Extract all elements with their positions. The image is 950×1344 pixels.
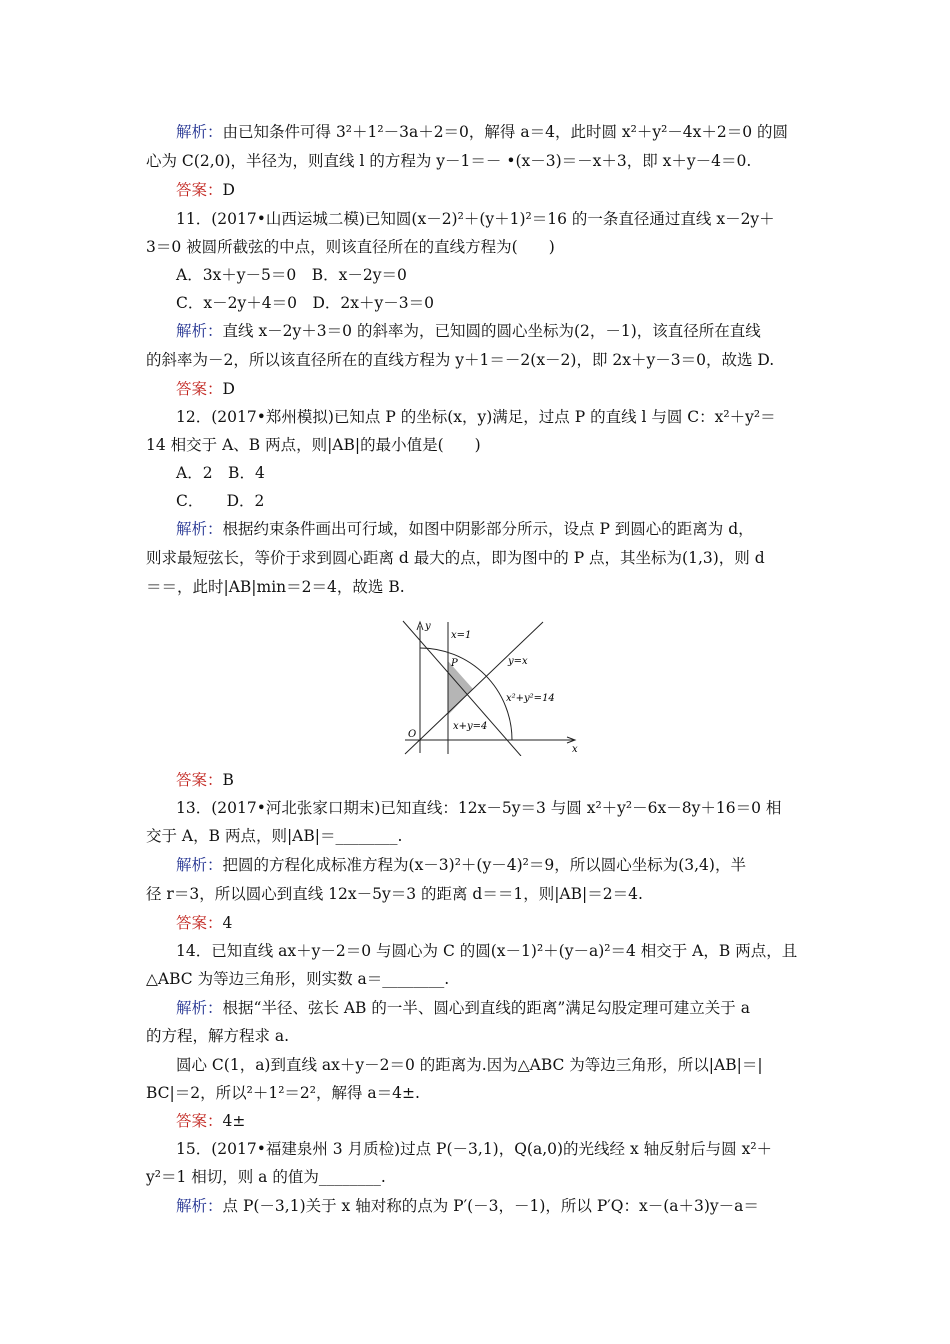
q13-stem-line1: 13．(2017•河北张家口期末)已知直线：12x－5y＝3 与圆 x²＋y²－6x－8y＋16＝0 相 <box>176 799 782 817</box>
q11-answer: 答案：D <box>176 380 235 398</box>
analysis-label: 解析： <box>176 520 223 538</box>
q15-stem-line2: y²＝1 相切，则 a 的值为________. <box>146 1168 386 1186</box>
q11-analysis-line2: 的斜率为－2，所以该直径所在的直线方程为 y＋1＝－2(x－2)，即 2x＋y－3＝0，故选 D. <box>146 351 775 369</box>
answer-label: 答案： <box>176 1112 223 1130</box>
q11-stem-line1: 11．(2017•山西运城二模)已知圆(x－2)²＋(y＋1)²＝16 的一条直径通过直线 x－2y＋ <box>176 210 775 228</box>
q13-answer: 答案：4 <box>176 914 233 932</box>
label-circle-equation: x²+y²=14 <box>506 693 555 704</box>
analysis-label: 解析： <box>176 856 223 874</box>
label-x-plus-y-equals-4: x+y=4 <box>453 721 488 732</box>
q15-stem-line1: 15．(2017•福建泉州 3 月质检)过点 P(－3,1)，Q(a,0)的光线经 x 轴反射后与圆 x²＋ <box>176 1140 773 1158</box>
q12-stem-line1: 12．(2017•郑州模拟)已知点 P 的坐标(x，y)满足，过点 P 的直线 l 与圆 C：x²＋y²＝ <box>176 408 776 426</box>
q11-analysis-line1: 解析：直线 x－2y＋3＝0 的斜率为，已知圆的圆心坐标为(2，－1)，该直径所在直线 <box>176 322 761 340</box>
p10-analysis-line1: 解析：由已知条件可得 3²＋1²－3a＋2＝0，解得 a＝4，此时圆 x²＋y²－4x＋2＝0 的圆 <box>176 123 789 141</box>
answer-label: 答案： <box>176 914 223 932</box>
analysis-label: 解析： <box>176 123 223 141</box>
q12-options-cd: C． D．2 <box>176 492 265 510</box>
analysis-label: 解析： <box>176 322 223 340</box>
shaded-region <box>448 661 473 715</box>
q11-options-ab: A．3x＋y－5＝0 B．x－2y＝0 <box>176 266 407 284</box>
q14-analysis-line3: 圆心 C(1，a)到直线 ax＋y－2＝0 的距离为.因为△ABC 为等边三角形，所以|AB|＝| <box>176 1056 763 1074</box>
answer-label: 答案： <box>176 181 223 199</box>
q13-analysis-line1: 解析：把圆的方程化成标准方程为(x－3)²＋(y－4)²＝9，所以圆心坐标为(3,4)，半 <box>176 856 746 874</box>
p10-analysis-line2: 心为 C(2,0)，半径为，则直线 l 的方程为 y－1＝－ •(x－3)＝－x＋3，即 x＋y－4＝0. <box>146 152 752 170</box>
q13-stem-line2: 交于 A，B 两点，则|AB|＝________. <box>146 827 403 845</box>
q14-stem-line2: △ABC 为等边三角形，则实数 a＝________. <box>146 970 450 988</box>
q14-analysis-line2: 的方程，解方程求 a. <box>146 1027 290 1045</box>
feasible-region-figure <box>395 618 585 756</box>
answer-label: 答案： <box>176 380 223 398</box>
q11-stem-line2: 3＝0 被圆所截弦的中点，则该直径所在的直线方程为( ) <box>146 238 555 256</box>
label-x-axis: x <box>572 744 578 755</box>
q14-answer: 答案：4± <box>176 1112 246 1130</box>
q12-options-ab: A．2 B．4 <box>176 464 265 482</box>
q11-options-cd: C．x－2y＋4＝0 D．2x＋y－3＝0 <box>176 294 434 312</box>
answer-label: 答案： <box>176 771 223 789</box>
analysis-label: 解析： <box>176 999 223 1017</box>
label-point-P: P <box>451 658 458 669</box>
q12-stem-line2: 14 相交于 A、B 两点，则|AB|的最小值是( ) <box>146 436 481 454</box>
q12-analysis-line1: 解析：根据约束条件画出可行域，如图中阴影部分所示，设点 P 到圆心的距离为 d， <box>176 520 754 538</box>
q14-stem-line1: 14．已知直线 ax＋y－2＝0 与圆心为 C 的圆(x－1)²＋(y－a)²＝4 相交于 A，B 两点，且 <box>176 942 798 960</box>
q14-analysis-line1: 解析：根据“半径、弦长 AB 的一半、圆心到直线的距离”满足勾股定理可建立关于 a <box>176 999 750 1017</box>
label-x-equals-1: x=1 <box>451 630 472 641</box>
q12-analysis-line2: 则求最短弦长，等价于求到圆心距离 d 最大的点，即为图中的 P 点，其坐标为(1,3)，则 d <box>146 549 765 567</box>
p10-answer: 答案：D <box>176 181 235 199</box>
label-origin: O <box>408 729 417 740</box>
q12-analysis-line3: ＝＝，此时|AB|min＝2＝4，故选 B. <box>146 578 405 596</box>
line-x-plus-y-equals-4 <box>403 621 521 756</box>
label-y-equals-x: y=x <box>508 656 528 667</box>
q15-analysis-line1: 解析：点 P(－3,1)关于 x 轴对称的点为 P′(－3，－1)，所以 P′Q：x－(a＋3)y－a＝ <box>176 1197 759 1215</box>
label-y-axis: y <box>425 621 431 632</box>
q12-answer: 答案：B <box>176 771 234 789</box>
q13-analysis-line2: 径 r＝3，所以圆心到直线 12x－5y＝3 的距离 d＝＝1，则|AB|＝2＝4. <box>146 885 643 903</box>
analysis-label: 解析： <box>176 1197 223 1215</box>
q14-analysis-line4: BC|＝2，所以²＋1²＝2²，解得 a＝4±. <box>146 1084 420 1102</box>
line-y-equals-x <box>405 622 543 754</box>
